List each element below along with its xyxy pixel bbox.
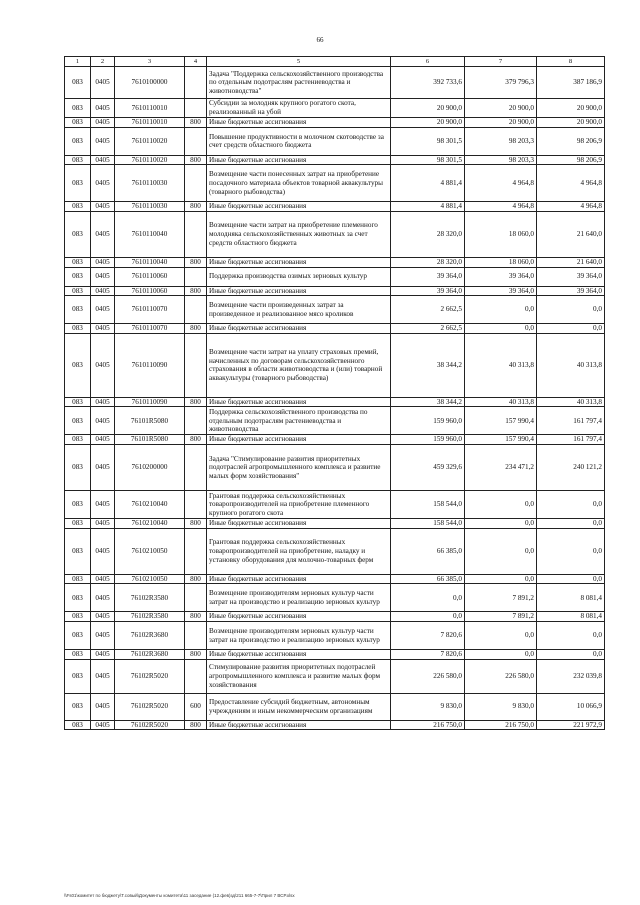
description-cell: Возмещение производителям зерновых культур части затрат на производство и реализацию зерновых культур xyxy=(207,584,391,612)
section-code-cell: 0405 xyxy=(91,612,115,622)
amount-year1-cell: 459 329,6 xyxy=(391,445,465,491)
ministry-code-cell: 083 xyxy=(65,584,91,612)
description-cell: Иные бюджетные ассигнования xyxy=(207,155,391,165)
section-code-cell: 0405 xyxy=(91,720,115,730)
amount-year2-cell: 0,0 xyxy=(465,622,537,650)
section-code-cell: 0405 xyxy=(91,296,115,324)
budget-table xyxy=(64,56,605,730)
amount-year1-cell: 39 364,0 xyxy=(391,286,465,296)
expense-type-cell xyxy=(185,584,207,612)
table-row xyxy=(65,584,605,612)
ministry-code-cell: 083 xyxy=(65,165,91,202)
section-code-cell: 0405 xyxy=(91,491,115,519)
header-cell: 7 xyxy=(465,57,537,67)
ministry-code-cell: 083 xyxy=(65,407,91,435)
expense-type-cell: 800 xyxy=(185,720,207,730)
amount-year3-cell: 0,0 xyxy=(537,519,605,529)
table-row xyxy=(65,622,605,650)
amount-year1-cell: 66 385,0 xyxy=(391,574,465,584)
section-code-cell: 0405 xyxy=(91,659,115,693)
target-article-cell: 76102R3580 xyxy=(115,612,185,622)
description-cell: Возмещение части понесенных затрат на приобретение посадочного материала объектов товарной аквакультуры (товарного рыбоводства) xyxy=(207,165,391,202)
amount-year2-cell: 40 313,8 xyxy=(465,333,537,397)
description-cell: Иные бюджетные ассигнования xyxy=(207,397,391,407)
amount-year1-cell: 2 662,5 xyxy=(391,324,465,334)
target-article-cell: 7610110040 xyxy=(115,211,185,257)
amount-year3-cell: 8 081,4 xyxy=(537,612,605,622)
section-code-cell: 0405 xyxy=(91,333,115,397)
description-cell: Возмещение части затрат на приобретение племенного молодняка сельскохозяйственных животных за счет средств областного бюджета xyxy=(207,211,391,257)
table-row xyxy=(65,445,605,491)
section-code-cell: 0405 xyxy=(91,211,115,257)
description-cell: Возмещение части затрат на уплату страховых премий, начисленных по договорам сельскохозяйственного страхования в области животноводства и (или) товарной аквакультуры (товарного рыбоводства) xyxy=(207,333,391,397)
target-article-cell: 7610110030 xyxy=(115,202,185,212)
description-cell: Иные бюджетные ассигнования xyxy=(207,650,391,660)
description-cell: Грантовая поддержка сельскохозяйственных товаропроизводителей на приобретение, наладку и установку оборудования для молочно-товарных ферм xyxy=(207,528,391,574)
amount-year1-cell: 20 900,0 xyxy=(391,99,465,118)
amount-year2-cell: 216 750,0 xyxy=(465,720,537,730)
expense-type-cell xyxy=(185,407,207,435)
expense-type-cell xyxy=(185,491,207,519)
amount-year3-cell: 0,0 xyxy=(537,622,605,650)
ministry-code-cell: 083 xyxy=(65,659,91,693)
amount-year2-cell: 0,0 xyxy=(465,296,537,324)
amount-year1-cell: 4 881,4 xyxy=(391,165,465,202)
amount-year3-cell: 221 972,9 xyxy=(537,720,605,730)
section-code-cell: 0405 xyxy=(91,622,115,650)
amount-year2-cell: 0,0 xyxy=(465,528,537,574)
table-row xyxy=(65,491,605,519)
description-cell: Иные бюджетные ассигнования xyxy=(207,720,391,730)
amount-year3-cell: 40 313,8 xyxy=(537,397,605,407)
amount-year1-cell: 39 364,0 xyxy=(391,267,465,286)
header-cell: 6 xyxy=(391,57,465,67)
amount-year1-cell: 158 544,0 xyxy=(391,491,465,519)
table-row xyxy=(65,211,605,257)
amount-year3-cell: 39 364,0 xyxy=(537,286,605,296)
expense-type-cell xyxy=(185,127,207,155)
header-cell: 8 xyxy=(537,57,605,67)
table-row xyxy=(65,519,605,529)
expense-type-cell: 800 xyxy=(185,397,207,407)
amount-year3-cell: 10 066,9 xyxy=(537,693,605,720)
section-code-cell: 0405 xyxy=(91,528,115,574)
amount-year2-cell: 20 900,0 xyxy=(465,118,537,128)
table-row xyxy=(65,267,605,286)
amount-year1-cell: 38 344,2 xyxy=(391,333,465,397)
amount-year1-cell: 7 820,6 xyxy=(391,622,465,650)
amount-year3-cell: 8 081,4 xyxy=(537,584,605,612)
expense-type-cell: 800 xyxy=(185,324,207,334)
expense-type-cell xyxy=(185,333,207,397)
description-cell: Стимулирование развития приоритетных подотраслей агропромышленного комплекса и развитие малых форм хозяйствования xyxy=(207,659,391,693)
amount-year1-cell: 98 301,5 xyxy=(391,155,465,165)
expense-type-cell xyxy=(185,267,207,286)
description-cell: Иные бюджетные ассигнования xyxy=(207,118,391,128)
ministry-code-cell: 083 xyxy=(65,622,91,650)
amount-year3-cell: 98 206,9 xyxy=(537,155,605,165)
ministry-code-cell: 083 xyxy=(65,693,91,720)
table-row xyxy=(65,720,605,730)
amount-year3-cell: 4 964,8 xyxy=(537,165,605,202)
expense-type-cell xyxy=(185,211,207,257)
expense-type-cell xyxy=(185,99,207,118)
amount-year2-cell: 18 060,0 xyxy=(465,257,537,267)
target-article-cell: 7610110060 xyxy=(115,286,185,296)
amount-year1-cell: 38 344,2 xyxy=(391,397,465,407)
section-code-cell: 0405 xyxy=(91,118,115,128)
expense-type-cell xyxy=(185,622,207,650)
amount-year3-cell: 232 039,8 xyxy=(537,659,605,693)
target-article-cell: 76102R3680 xyxy=(115,622,185,650)
section-code-cell: 0405 xyxy=(91,267,115,286)
amount-year1-cell: 98 301,5 xyxy=(391,127,465,155)
expense-type-cell: 800 xyxy=(185,435,207,445)
section-code-cell: 0405 xyxy=(91,155,115,165)
amount-year3-cell: 40 313,8 xyxy=(537,333,605,397)
amount-year1-cell: 392 733,6 xyxy=(391,67,465,99)
target-article-cell: 7610110030 xyxy=(115,165,185,202)
section-code-cell: 0405 xyxy=(91,574,115,584)
table-row xyxy=(65,574,605,584)
target-article-cell: 76101R5080 xyxy=(115,435,185,445)
section-code-cell: 0405 xyxy=(91,650,115,660)
expense-type-cell: 800 xyxy=(185,574,207,584)
target-article-cell: 7610110010 xyxy=(115,118,185,128)
amount-year1-cell: 226 580,0 xyxy=(391,659,465,693)
amount-year2-cell: 0,0 xyxy=(465,519,537,529)
header-cell: 3 xyxy=(115,57,185,67)
description-cell: Задача "Поддержка сельскохозяйственного производства по отдельным подотраслям растениеводства и животноводства" xyxy=(207,67,391,99)
section-code-cell: 0405 xyxy=(91,257,115,267)
section-code-cell: 0405 xyxy=(91,584,115,612)
expense-type-cell: 800 xyxy=(185,257,207,267)
ministry-code-cell: 083 xyxy=(65,491,91,519)
target-article-cell: 76102R3580 xyxy=(115,584,185,612)
section-code-cell: 0405 xyxy=(91,324,115,334)
ministry-code-cell: 083 xyxy=(65,267,91,286)
description-cell: Задача "Стимулирование развития приоритетных подотраслей агропромышленного комплекса и развитие малых форм хозяйствования" xyxy=(207,445,391,491)
amount-year3-cell: 161 797,4 xyxy=(537,435,605,445)
amount-year1-cell: 0,0 xyxy=(391,612,465,622)
section-code-cell: 0405 xyxy=(91,127,115,155)
target-article-cell: 76102R5020 xyxy=(115,659,185,693)
expense-type-cell: 800 xyxy=(185,650,207,660)
description-cell: Повышение продуктивности в молочном скотоводстве за счет средств областного бюджета xyxy=(207,127,391,155)
expense-type-cell: 800 xyxy=(185,519,207,529)
amount-year3-cell: 0,0 xyxy=(537,528,605,574)
amount-year1-cell: 2 662,5 xyxy=(391,296,465,324)
ministry-code-cell: 083 xyxy=(65,435,91,445)
amount-year3-cell: 0,0 xyxy=(537,296,605,324)
ministry-code-cell: 083 xyxy=(65,67,91,99)
section-code-cell: 0405 xyxy=(91,165,115,202)
amount-year2-cell: 0,0 xyxy=(465,650,537,660)
table-row xyxy=(65,650,605,660)
amount-year3-cell: 240 121,2 xyxy=(537,445,605,491)
table-row xyxy=(65,407,605,435)
expense-type-cell xyxy=(185,445,207,491)
amount-year1-cell: 159 960,0 xyxy=(391,407,465,435)
amount-year1-cell: 0,0 xyxy=(391,584,465,612)
ministry-code-cell: 083 xyxy=(65,257,91,267)
amount-year3-cell: 0,0 xyxy=(537,324,605,334)
amount-year2-cell: 234 471,2 xyxy=(465,445,537,491)
page-number: 66 xyxy=(316,36,324,44)
amount-year1-cell: 158 544,0 xyxy=(391,519,465,529)
amount-year3-cell: 21 640,0 xyxy=(537,211,605,257)
ministry-code-cell: 083 xyxy=(65,296,91,324)
amount-year3-cell: 20 900,0 xyxy=(537,118,605,128)
ministry-code-cell: 083 xyxy=(65,333,91,397)
table-row xyxy=(65,612,605,622)
ministry-code-cell: 083 xyxy=(65,211,91,257)
description-cell: Возмещение части произведенных затрат за произведенное и реализованное мясо кроликов xyxy=(207,296,391,324)
expense-type-cell: 800 xyxy=(185,286,207,296)
header-cell: 5 xyxy=(207,57,391,67)
amount-year1-cell: 20 900,0 xyxy=(391,118,465,128)
amount-year1-cell: 9 830,0 xyxy=(391,693,465,720)
target-article-cell: 76102R3680 xyxy=(115,650,185,660)
amount-year2-cell: 379 796,3 xyxy=(465,67,537,99)
ministry-code-cell: 083 xyxy=(65,155,91,165)
table-row xyxy=(65,155,605,165)
ministry-code-cell: 083 xyxy=(65,324,91,334)
target-article-cell: 7610210040 xyxy=(115,519,185,529)
ministry-code-cell: 083 xyxy=(65,397,91,407)
target-article-cell: 76102R5020 xyxy=(115,720,185,730)
ministry-code-cell: 083 xyxy=(65,118,91,128)
target-article-cell: 7610210040 xyxy=(115,491,185,519)
amount-year2-cell: 0,0 xyxy=(465,324,537,334)
section-code-cell: 0405 xyxy=(91,407,115,435)
section-code-cell: 0405 xyxy=(91,286,115,296)
section-code-cell: 0405 xyxy=(91,67,115,99)
target-article-cell: 7610110090 xyxy=(115,333,185,397)
table-row xyxy=(65,118,605,128)
description-cell: Предоставление субсидий бюджетным, автономным учреждениям и иным некоммерческим организациям xyxy=(207,693,391,720)
amount-year2-cell: 98 203,3 xyxy=(465,127,537,155)
amount-year3-cell: 0,0 xyxy=(537,574,605,584)
expense-type-cell xyxy=(185,67,207,99)
target-article-cell: 76102R5020 xyxy=(115,693,185,720)
amount-year3-cell: 0,0 xyxy=(537,650,605,660)
expense-type-cell: 800 xyxy=(185,155,207,165)
amount-year3-cell: 39 364,0 xyxy=(537,267,605,286)
section-code-cell: 0405 xyxy=(91,397,115,407)
amount-year3-cell: 98 206,9 xyxy=(537,127,605,155)
file-path-footer: \\Fs01\комитет по бюджету\Т.совый\Документы комитета\11 заседание (12.фев)зд\211 665-7-7\Прил 7 ВСР.xlsx xyxy=(64,893,295,898)
header-cell: 2 xyxy=(91,57,115,67)
amount-year3-cell: 21 640,0 xyxy=(537,257,605,267)
amount-year3-cell: 0,0 xyxy=(537,491,605,519)
description-cell: Поддержка производства озимых зерновых культур xyxy=(207,267,391,286)
section-code-cell: 0405 xyxy=(91,693,115,720)
table-row xyxy=(65,165,605,202)
description-cell: Возмещение производителям зерновых культур части затрат на производство и реализацию зерновых культур xyxy=(207,622,391,650)
table-row xyxy=(65,693,605,720)
ministry-code-cell: 083 xyxy=(65,650,91,660)
table-row xyxy=(65,333,605,397)
section-code-cell: 0405 xyxy=(91,99,115,118)
table-row xyxy=(65,528,605,574)
amount-year1-cell: 216 750,0 xyxy=(391,720,465,730)
description-cell: Субсидии за молодняк крупного рогатого скота, реализованный на убой xyxy=(207,99,391,118)
amount-year2-cell: 157 990,4 xyxy=(465,407,537,435)
target-article-cell: 76101R5080 xyxy=(115,407,185,435)
target-article-cell: 7610110090 xyxy=(115,397,185,407)
section-code-cell: 0405 xyxy=(91,445,115,491)
table-row xyxy=(65,202,605,212)
ministry-code-cell: 083 xyxy=(65,445,91,491)
expense-type-cell: 600 xyxy=(185,693,207,720)
ministry-code-cell: 083 xyxy=(65,519,91,529)
amount-year3-cell: 161 797,4 xyxy=(537,407,605,435)
target-article-cell: 7610210050 xyxy=(115,528,185,574)
amount-year1-cell: 28 320,0 xyxy=(391,211,465,257)
amount-year2-cell: 9 830,0 xyxy=(465,693,537,720)
target-article-cell: 7610110040 xyxy=(115,257,185,267)
target-article-cell: 7610110060 xyxy=(115,267,185,286)
amount-year2-cell: 98 203,3 xyxy=(465,155,537,165)
description-cell: Иные бюджетные ассигнования xyxy=(207,324,391,334)
description-cell: Грантовая поддержка сельскохозяйственных товаропроизводителей на приобретение племенного крупного рогатого скота xyxy=(207,491,391,519)
ministry-code-cell: 083 xyxy=(65,99,91,118)
table-row xyxy=(65,397,605,407)
amount-year1-cell: 4 881,4 xyxy=(391,202,465,212)
header-cell: 4 xyxy=(185,57,207,67)
amount-year2-cell: 7 891,2 xyxy=(465,584,537,612)
amount-year2-cell: 20 900,0 xyxy=(465,99,537,118)
description-cell: Иные бюджетные ассигнования xyxy=(207,257,391,267)
amount-year2-cell: 0,0 xyxy=(465,491,537,519)
target-article-cell: 7610110010 xyxy=(115,99,185,118)
amount-year1-cell: 159 960,0 xyxy=(391,435,465,445)
amount-year3-cell: 387 186,9 xyxy=(537,67,605,99)
table-row xyxy=(65,99,605,118)
amount-year1-cell: 7 820,6 xyxy=(391,650,465,660)
expense-type-cell xyxy=(185,659,207,693)
amount-year2-cell: 18 060,0 xyxy=(465,211,537,257)
amount-year2-cell: 40 313,8 xyxy=(465,397,537,407)
description-cell: Иные бюджетные ассигнования xyxy=(207,612,391,622)
table-row xyxy=(65,296,605,324)
header-cell: 1 xyxy=(65,57,91,67)
ministry-code-cell: 083 xyxy=(65,612,91,622)
expense-type-cell xyxy=(185,528,207,574)
expense-type-cell: 800 xyxy=(185,118,207,128)
amount-year2-cell: 39 364,0 xyxy=(465,267,537,286)
section-code-cell: 0405 xyxy=(91,202,115,212)
description-cell: Иные бюджетные ассигнования xyxy=(207,519,391,529)
table-row xyxy=(65,257,605,267)
amount-year2-cell: 226 580,0 xyxy=(465,659,537,693)
expense-type-cell xyxy=(185,296,207,324)
target-article-cell: 7610200000 xyxy=(115,445,185,491)
description-cell: Поддержка сельскохозяйственного производства по отдельным подотраслям растениеводства и животноводства xyxy=(207,407,391,435)
ministry-code-cell: 083 xyxy=(65,286,91,296)
amount-year2-cell: 7 891,2 xyxy=(465,612,537,622)
amount-year1-cell: 28 320,0 xyxy=(391,257,465,267)
amount-year3-cell: 20 900,0 xyxy=(537,99,605,118)
target-article-cell: 7610110020 xyxy=(115,127,185,155)
target-article-cell: 7610210050 xyxy=(115,574,185,584)
description-cell: Иные бюджетные ассигнования xyxy=(207,574,391,584)
section-code-cell: 0405 xyxy=(91,519,115,529)
target-article-cell: 7610110070 xyxy=(115,324,185,334)
amount-year2-cell: 4 964,8 xyxy=(465,165,537,202)
ministry-code-cell: 083 xyxy=(65,202,91,212)
expense-type-cell: 800 xyxy=(185,202,207,212)
description-cell: Иные бюджетные ассигнования xyxy=(207,202,391,212)
description-cell: Иные бюджетные ассигнования xyxy=(207,435,391,445)
ministry-code-cell: 083 xyxy=(65,528,91,574)
expense-type-cell: 800 xyxy=(185,612,207,622)
target-article-cell: 7610110020 xyxy=(115,155,185,165)
header-row xyxy=(65,57,605,67)
amount-year2-cell: 4 964,8 xyxy=(465,202,537,212)
amount-year1-cell: 66 385,0 xyxy=(391,528,465,574)
table-row xyxy=(65,286,605,296)
table-row xyxy=(65,324,605,334)
table-row xyxy=(65,67,605,99)
ministry-code-cell: 083 xyxy=(65,127,91,155)
table-row xyxy=(65,435,605,445)
target-article-cell: 7610100000 xyxy=(115,67,185,99)
amount-year2-cell: 39 364,0 xyxy=(465,286,537,296)
amount-year2-cell: 0,0 xyxy=(465,574,537,584)
table-row xyxy=(65,127,605,155)
ministry-code-cell: 083 xyxy=(65,720,91,730)
section-code-cell: 0405 xyxy=(91,435,115,445)
table-row xyxy=(65,659,605,693)
description-cell: Иные бюджетные ассигнования xyxy=(207,286,391,296)
ministry-code-cell: 083 xyxy=(65,574,91,584)
expense-type-cell xyxy=(185,165,207,202)
target-article-cell: 7610110070 xyxy=(115,296,185,324)
amount-year3-cell: 4 964,8 xyxy=(537,202,605,212)
amount-year2-cell: 157 990,4 xyxy=(465,435,537,445)
